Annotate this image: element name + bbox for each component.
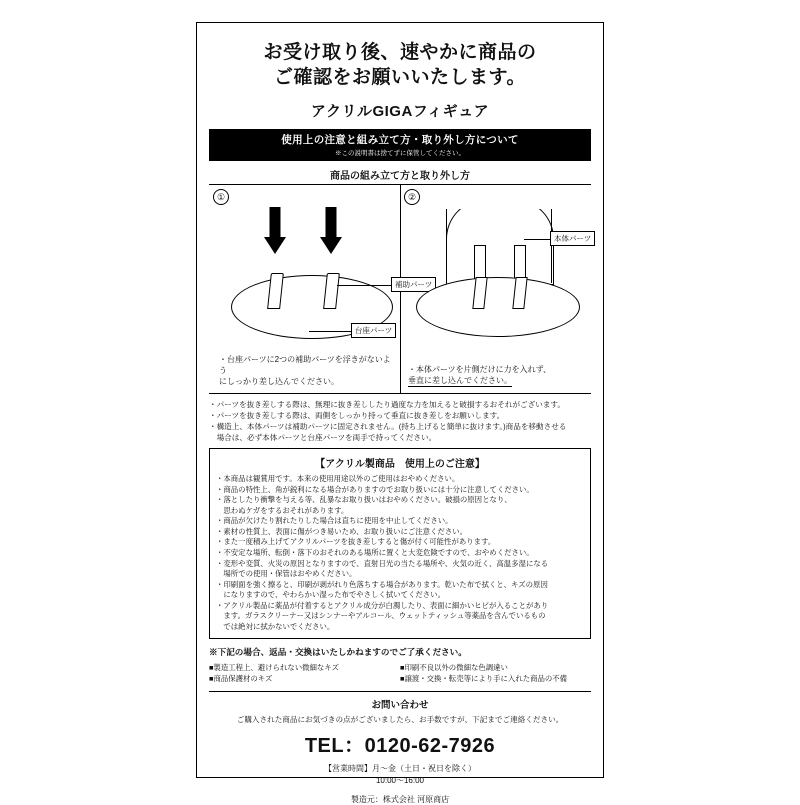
section-banner-title: 使用上の注意と組み立て方・取り外し方について <box>281 134 519 147</box>
general-notes <box>209 399 591 443</box>
caution-item: ・アクリル製品に薬品が付着するとアクリル成分が白濁したり、表面に細かいヒビが入ることがあり <box>216 600 549 610</box>
caution-item: ・印刷面を強く擦ると、印刷が剥がれり色落ちする場合があります。乾いた布で拭くと、キズの原因 <box>216 579 548 589</box>
returns-item: ■商品保護材のキズ <box>209 674 273 684</box>
leader-line <box>337 285 393 286</box>
step-1-caption-line-2: にしっかり差し込んでください。 <box>219 376 339 386</box>
body-part-mask <box>446 195 552 209</box>
headline-line-1: お受け取り後、速やかに商品の <box>263 42 537 63</box>
step-1-number: ① <box>213 189 229 205</box>
note-line: 場合は、必ず本体パーツと台座パーツを両手で持ってください。 <box>209 433 437 443</box>
contact-hours-line-2: 10:00～16:00 <box>375 776 425 786</box>
caution-item: ・不安定な場所、転倒・落下のおそれのある場所に置くと大変危険ですので、おやめください。 <box>216 547 534 557</box>
callout-support-part: 補助パーツ <box>391 277 436 292</box>
assembly-diagram <box>209 184 591 394</box>
note-line: ・パーツを抜き差しする際は、無理に抜き差ししたり過度な力を加えると破損するおそれがございます。 <box>209 400 565 410</box>
base-part-shape <box>416 277 580 337</box>
caution-item: ・変形や変質、火災の原因となりますので、直射日光の当たる場所や、火気の近く、高温多湿になる <box>216 558 549 568</box>
note-line: ・パーツを抜き差しする際は、両側をしっかり持って垂直に抜き差しをお願いします。 <box>209 411 505 421</box>
caution-item: ・商品の特性上、角が鋭利になる場合がありますのでお取り扱いには十分に注意してください。 <box>216 484 534 494</box>
body-part-edge <box>446 209 447 283</box>
assembly-step-1 <box>209 185 433 393</box>
caution-item: では絶対に拭かないでください。 <box>216 621 335 631</box>
caution-item: ・商品が欠けたり割れたりした場合は直ちに使用を中止してください。 <box>216 516 453 526</box>
body-part-edge <box>551 209 552 283</box>
returns-title: ※下記の場合、返品・交換はいたしかねますのでご了承ください。 <box>209 647 467 658</box>
caution-list <box>216 474 584 632</box>
callout-body-part: 本体パーツ <box>550 231 595 246</box>
returns-item: ■譲渡・交換・転売等により手に入れた商品の不備 <box>400 674 568 684</box>
manufacturer: 製造元：株式会社 河原商店 <box>350 795 450 805</box>
caution-item: 場所での使用・保管はおやめください。 <box>216 569 357 579</box>
contact-title: お問い合わせ <box>371 700 429 712</box>
caution-item: ます。ガラスクリーナー又はシンナーやアルコール、ウェットティッシュ等薬品を含んでいるもの <box>216 611 546 621</box>
contact-lead: ご購入された商品にお気づきの点がございましたら、お手数ですが、下記までご連絡ください。 <box>236 715 564 725</box>
step-2-caption-line-1: ・本体パーツを片側だけに力を入れず、 <box>408 364 552 374</box>
body-part-shape <box>446 199 554 285</box>
leader-line <box>524 239 552 240</box>
caution-item: ・本商品は観賞用です。本来の使用用途以外のご使用はおやめください。 <box>216 474 460 484</box>
returns-item: ■印刷不良以外の微細な色調違い <box>400 663 508 673</box>
returns-item: ■製造工程上、避けられない微細なキズ <box>209 663 339 673</box>
step-2-caption <box>408 365 587 388</box>
callout-base-part: 台座パーツ <box>351 323 396 338</box>
contact-phone: TEL：0120-62-7926 <box>304 735 496 758</box>
step-1-caption-line-1: ・台座パーツに2つの補助パーツを浮きがないよう <box>219 354 391 375</box>
instruction-sheet <box>196 22 604 805</box>
contact-hours <box>209 763 591 787</box>
caution-item: になりますので、やわらかい湿った布でやさしく拭いてください。 <box>216 590 445 600</box>
headline-line-2: ご確認をお願いいたします。 <box>274 66 526 88</box>
step-1-caption <box>219 355 394 387</box>
assembly-heading: 商品の組み立て方と取り外し方 <box>330 171 470 183</box>
divider <box>209 691 591 692</box>
product-name: アクリルGIGAフィギュア <box>310 103 490 121</box>
caution-item: 思わぬケガをするおそれがあります。 <box>216 505 349 515</box>
step-2-number: ② <box>404 189 420 205</box>
leader-line <box>309 331 353 332</box>
assembly-step-2 <box>400 185 591 393</box>
caution-item: ・素材の性質上、表面に傷がつき易いため、お取り扱いにご注意ください。 <box>216 526 467 536</box>
contact-hours-line-1: 【営業時間】月～金（土日・祝日を除く） <box>324 764 476 774</box>
caution-title: 【アクリル製商品 使用上のご注意】 <box>315 459 485 471</box>
caution-item: ・落としたり衝撃を与える等、乱暴なお取り扱いはおやめください。破損の原因となり、 <box>216 495 512 505</box>
returns-list <box>209 662 591 684</box>
page-title <box>209 41 591 90</box>
step-2-caption-line-2: 垂直に差し込んでください。 <box>408 376 512 388</box>
caution-box <box>209 448 591 639</box>
section-banner-note: ※この説明書は捨てずに保管してください。 <box>335 150 465 158</box>
note-line: ・構造上、本体パーツは補助パーツに固定されません。(持ち上げると簡単に抜けます。)商品を移動させる <box>209 422 567 432</box>
caution-item: ・また一度積み上げてアクリルパーツを抜き差しすると傷が付く可能性があります。 <box>216 537 496 547</box>
section-banner <box>209 129 591 161</box>
